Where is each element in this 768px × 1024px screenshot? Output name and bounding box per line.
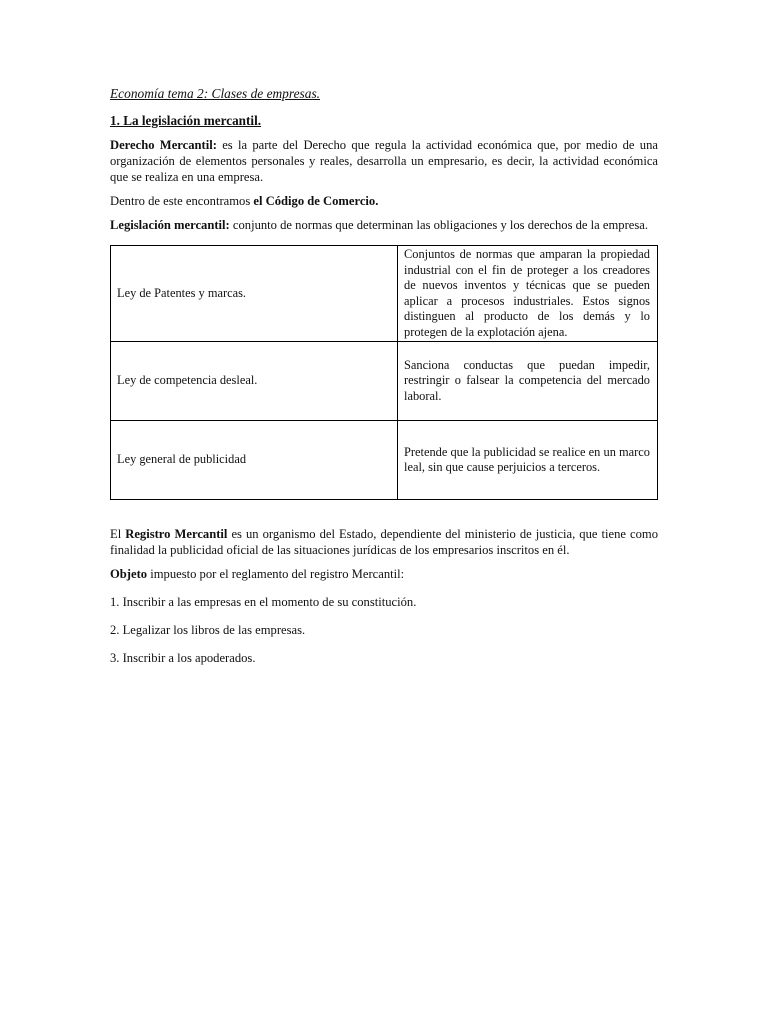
- derecho-mercantil-definition: es la parte del Derecho que regula la actividad económica que, por medio de una organización de elementos personales y reales, desarrolla un empresario, es decir, la actividad económica que se realiza en una empresa.: [110, 138, 658, 184]
- objeto-text: impuesto por el reglamento del registro Mercantil:: [147, 567, 405, 581]
- registro-prefix: El: [110, 527, 126, 541]
- table-row: [111, 342, 658, 421]
- derecho-mercantil-paragraph: [110, 137, 658, 185]
- registro-mercantil-paragraph: [110, 526, 658, 558]
- derecho-mercantil-term: Derecho Mercantil:: [110, 138, 217, 152]
- law-description-cell: Pretende que la publicidad se realice en un marco leal, sin que cause perjuicios a terceros.: [398, 421, 658, 500]
- law-name-cell: Ley de competencia desleal.: [111, 342, 398, 421]
- document-page: [110, 86, 658, 678]
- law-description-cell: Conjuntos de normas que amparan la propiedad industrial con el fin de proteger a los creadores de nuevos inventos y técnicas que se pueden aplicar a procesos industriales. Estos signos distinguen al producto de los demás y lo protegen de la explotación ajena.: [398, 246, 658, 342]
- document-title: Economía tema 2: Clases de empresas.: [110, 86, 320, 101]
- objeto-term: Objeto: [110, 567, 148, 581]
- law-description-cell: Sanciona conductas que puedan impedir, restringir o falsear la competencia del mercado laboral.: [398, 342, 658, 421]
- list-item: 3. Inscribir a los apoderados.: [110, 651, 256, 665]
- laws-table: [110, 245, 658, 500]
- legislacion-mercantil-paragraph: [110, 217, 658, 233]
- legislacion-mercantil-term: Legislación mercantil:: [110, 218, 230, 232]
- registro-mercantil-definition: es un organismo del Estado, dependiente del ministerio de justicia, que tiene como finalidad la publicidad oficial de las situaciones jurídicas de los empresarios inscritos en él.: [110, 527, 658, 557]
- codigo-comercio-paragraph: [110, 193, 658, 209]
- list-item: 1. Inscribir a las empresas en el momento de su constitución.: [110, 595, 417, 609]
- law-name-cell: Ley de Patentes y marcas.: [111, 246, 398, 342]
- registro-mercantil-term: Registro Mercantil: [125, 527, 228, 541]
- table-row: [111, 246, 658, 342]
- law-name-cell: Ley general de publicidad: [111, 421, 398, 500]
- codigo-comercio-bold: el Código de Comercio.: [253, 194, 379, 208]
- section-heading: 1. La legislación mercantil.: [110, 113, 262, 128]
- legislacion-mercantil-definition: conjunto de normas que determinan las obligaciones y los derechos de la empresa.: [229, 218, 649, 232]
- objeto-paragraph: [110, 566, 658, 582]
- list-item: 2. Legalizar los libros de las empresas.: [110, 623, 306, 637]
- codigo-comercio-prefix: Dentro de este encontramos: [110, 194, 254, 208]
- table-row: [111, 421, 658, 500]
